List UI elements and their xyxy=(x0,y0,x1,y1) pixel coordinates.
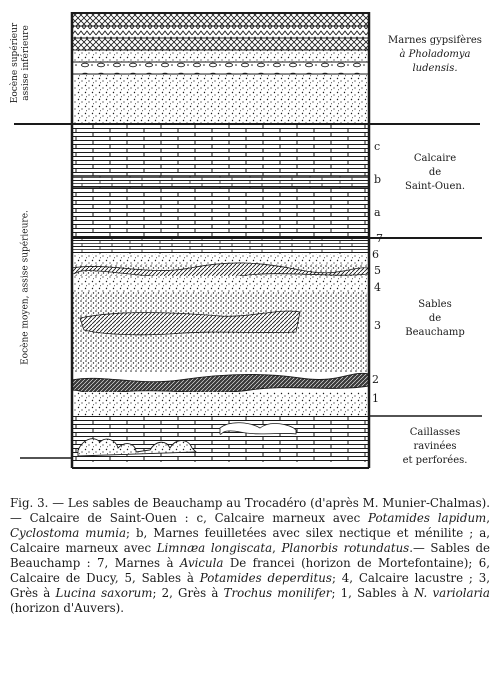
caption-italic-run: Trochus monilifer xyxy=(223,586,332,600)
layer-caillasses xyxy=(72,416,369,462)
layer-mark-5: 5 xyxy=(374,264,381,277)
layer-mark-6: 6 xyxy=(372,248,379,261)
caption-italic-run: N. variolaria xyxy=(413,586,490,600)
caption-text-run: ; 1, Sables à xyxy=(331,586,414,600)
layer-mark-2: 2 xyxy=(372,373,379,386)
side-label-eocene-moyen: Eocène moyen, assise supérieure. xyxy=(20,210,31,365)
caption-italic-run: Lucina saxorum xyxy=(55,586,153,600)
layer-mark-b: b xyxy=(374,173,382,186)
layer-marnes-gypsiferes xyxy=(72,14,369,124)
caption-italic-run: Potamides lapidum xyxy=(368,511,487,525)
caption-text-run: (horizon d'Auvers). xyxy=(10,601,124,615)
layer-mark-4: 4 xyxy=(374,281,381,294)
caption-text-run: , xyxy=(272,541,282,555)
layer-mark-3: 3 xyxy=(374,319,381,332)
caption-text-run: ; b, Marnes feuilletées avec silex nectique et ménilite ; a, Calcaire marneux avec xyxy=(10,526,490,555)
layer-mark-1: 1 xyxy=(372,392,379,405)
label-calcaire-saint-ouen: Calcaire de Saint-Ouen. xyxy=(404,153,466,192)
layer-mark-c: c xyxy=(374,140,381,153)
side-label-eocene-superieur: Eocène supérieur assise inférieure xyxy=(10,22,31,104)
label-caillasses: Caillasses ravinées et perforées. xyxy=(402,427,468,466)
caption-italic-run: Planorbis rotundatus xyxy=(281,541,410,555)
caption-italic-run: Potamides deperditus xyxy=(199,571,332,585)
caption-italic-run: Avicula xyxy=(179,556,224,570)
caption-text-run: ; 2, Grès à xyxy=(152,586,224,600)
label-sables-beauchamp: Sables de Beauchamp xyxy=(405,299,465,338)
caption-text-run: ; 4, Calcaire lacustre ; 3, Grès à xyxy=(10,571,490,600)
layer-mark-7: 7 xyxy=(376,232,383,245)
layer-mark-a: a xyxy=(374,206,381,219)
layer-calcaire-saint-ouen xyxy=(72,124,369,238)
label-marnes-gypsiferes: Marnes gypsifères à Pholadomya ludensis. xyxy=(388,35,482,74)
figure-caption xyxy=(10,496,490,616)
caption-text-run: De francei (horizon de Mortefontaine); 6, Calcaire de Ducy, 5, Sables à xyxy=(10,556,491,585)
caption-italic-run: Limnæa longiscata xyxy=(156,541,273,555)
caption-text-run: Fig. 3. — Les sables de Beauchamp au Trocadéro (d'après M. Munier-Chalmas). — Calcaire de Saint-Ouen : c, Calcaire marneux avec xyxy=(10,496,490,525)
caption-text-run: .— Sables de Beauchamp : 7, Marnes à xyxy=(10,541,491,570)
caption-italic-run: Cyclostoma mumia xyxy=(10,526,127,540)
caption-text-run: , xyxy=(486,511,490,525)
layer-sables-beauchamp xyxy=(72,238,369,416)
